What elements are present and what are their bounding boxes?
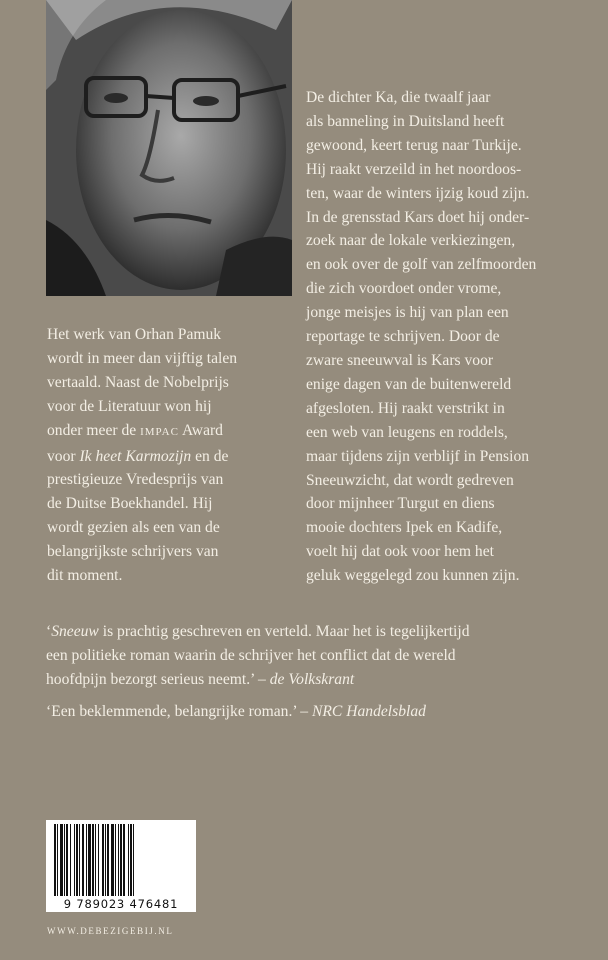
synopsis-line: zware sneeuwval is Kars voor xyxy=(306,351,494,369)
synopsis-line: mooie dochters Ipek en Kadife, xyxy=(306,519,503,537)
synopsis-line: reportage te schrijven. Door de xyxy=(306,328,500,346)
synopsis-line: die zich voordoet onder vrome, xyxy=(306,280,502,298)
quote-source: NRC Handelsblad xyxy=(312,703,426,720)
bio-line: onder meer de IMPAC Award xyxy=(47,421,223,439)
award-name: IMPAC xyxy=(140,425,179,438)
synopsis-line: voelt hij dat ook voor hem het xyxy=(306,543,494,561)
bio-line: Het werk van Orhan Pamuk xyxy=(47,326,222,343)
bio-line: vertaald. Naast de Nobelprijs xyxy=(47,373,229,391)
publisher-url: WWW.DEBEZIGEBIJ.NL xyxy=(47,926,174,936)
synopsis xyxy=(306,86,600,588)
synopsis-line: ten, waar de winters ijzig koud zijn. xyxy=(306,184,530,202)
book-title: Ik heet Karmozijn xyxy=(79,447,192,465)
author-bio xyxy=(47,323,303,588)
bio-line: prestigieuze Vredesprijs van xyxy=(47,471,224,489)
synopsis-line: een web van leugens en roddels, xyxy=(306,423,508,441)
bio-line: de Duitse Boekhandel. Hij xyxy=(47,495,213,513)
bio-line: belangrijkste schrijvers van xyxy=(47,543,219,561)
synopsis-line: Sneeuwzicht, dat wordt gedreven xyxy=(306,471,514,489)
synopsis-line: en ook over de golf van zelfmoorden xyxy=(306,256,537,274)
synopsis-line: maar tijdens zijn verblijf in Pension xyxy=(306,447,530,465)
bio-line: wordt in meer dan vijftig talen xyxy=(47,349,238,367)
synopsis-line: door mijnheer Turgut en diens xyxy=(306,495,495,513)
quote-source: de Volkskrant xyxy=(269,670,355,688)
synopsis-line: gewoond, keert terug naar Turkije. xyxy=(306,136,522,154)
synopsis-line: geluk weggelegd zou kunnen zijn. xyxy=(306,567,520,585)
bio-line: voor Ik heet Karmozijn en de xyxy=(47,447,229,465)
synopsis-line: enige dagen van de buitenwereld xyxy=(306,375,512,393)
book-title: Sneeuw xyxy=(51,623,99,640)
synopsis-line: In de grensstad Kars doet hij onder- xyxy=(306,208,530,226)
synopsis-line: Hij raakt verzeild in het noordoos- xyxy=(306,160,522,178)
synopsis-line: afgesloten. Hij raakt verstrikt in xyxy=(306,399,505,417)
bio-line: voor de Literatuur won hij xyxy=(47,397,212,415)
synopsis-line: zoek naar de lokale verkiezingen, xyxy=(306,232,516,250)
review-quote-volkskrant: ‘Sneeuw is prachtig geschreven en verteld. Maar het is tegelijkertijd een politieke roman waarin de schrijver het conflict dat de wereld hoofdpijn bezorgt serieus neemt.’ – de Volkskrant xyxy=(46,623,470,688)
synopsis-line: jonge meisjes is hij van plan een xyxy=(306,304,509,322)
author-photo xyxy=(46,0,292,296)
isbn-barcode xyxy=(46,820,196,912)
isbn-number: 9 789023 476481 xyxy=(63,897,179,911)
synopsis-line: De dichter Ka, die twaalf jaar xyxy=(306,89,491,106)
bio-line: wordt gezien als een van de xyxy=(47,519,220,537)
review-quote-nrc: ‘Een beklemmende, belangrijke roman.’ – NRC Handelsblad xyxy=(46,703,426,720)
bio-line: dit moment. xyxy=(47,567,123,585)
synopsis-line: als banneling in Duitsland heeft xyxy=(306,112,505,130)
